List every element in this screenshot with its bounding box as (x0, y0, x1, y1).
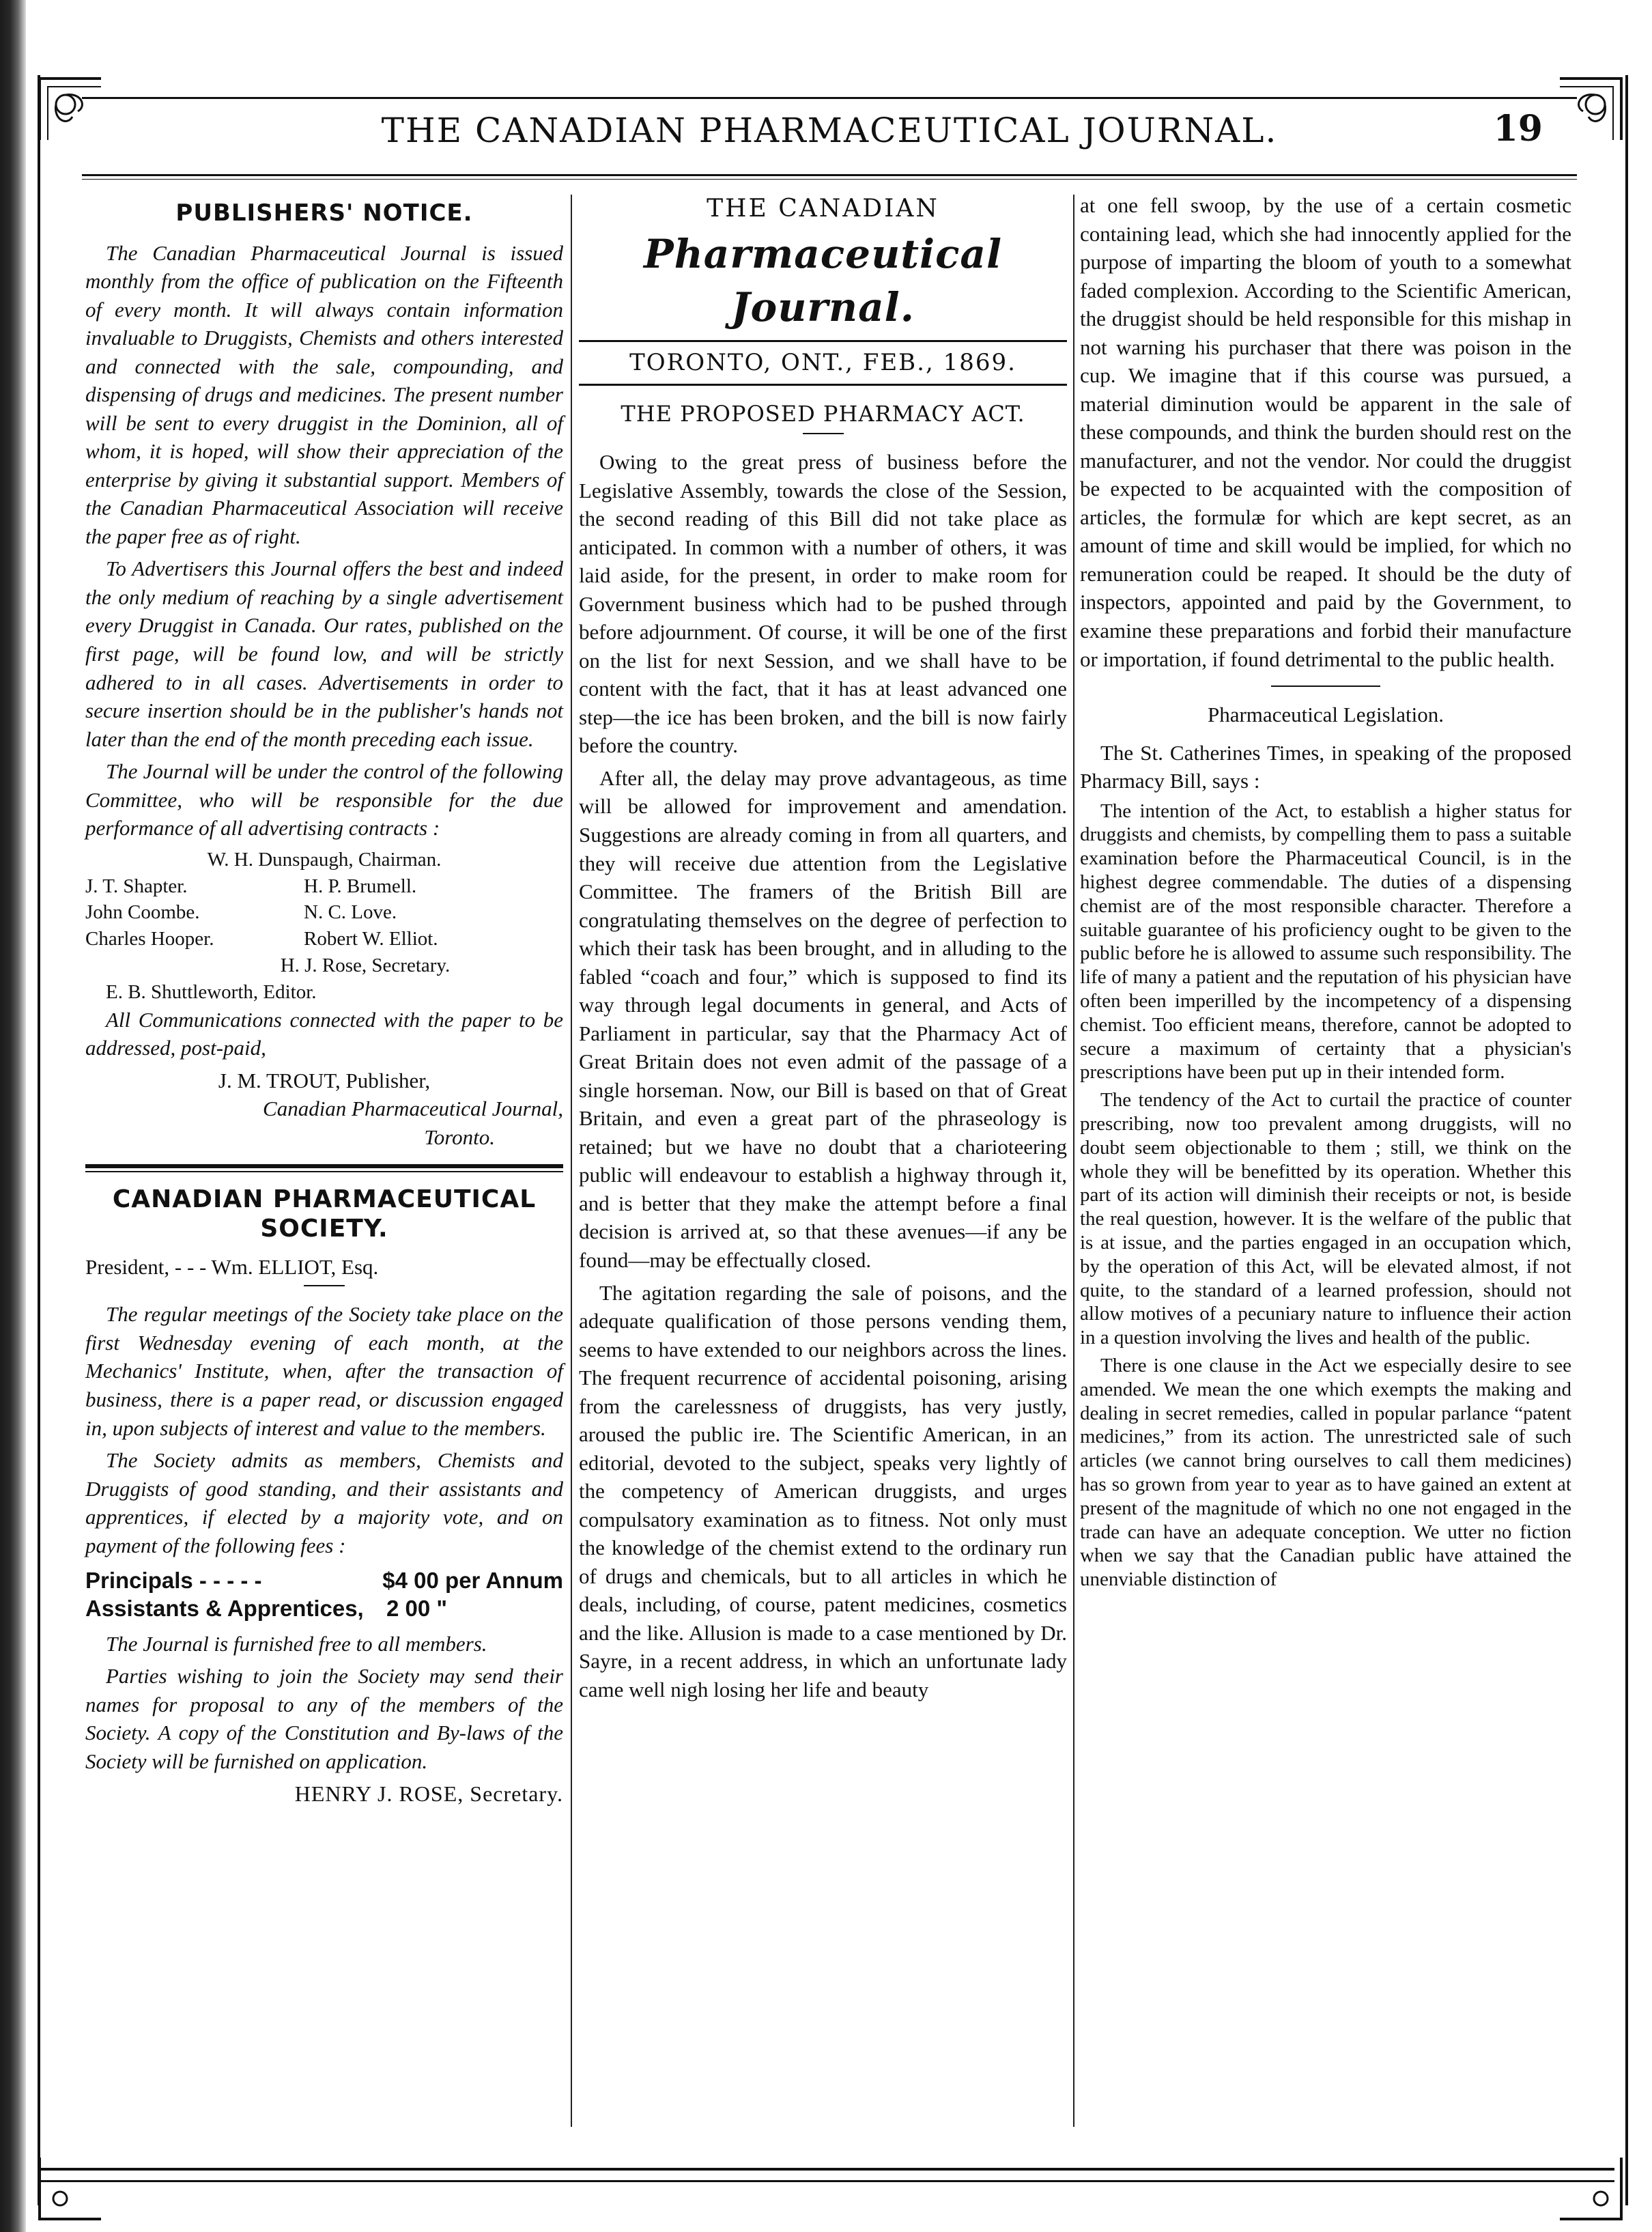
paragraph: The Canadian Pharmaceutical Journal is issued monthly from the office of publication on the Fifteenth of every month. It will always contain information invaluable to Druggists, Chemists and others interested and connected with the sale, compounding, and dispensing of drugs and medicines. The present number will be sent to every druggist in the Dominion, all of whom, it is hoped, will show their appreciation of the enterprise by giving it substantial support. Members of the Canadian Pharmaceutical Association will receive the paper free as of right. (85, 240, 563, 548)
section-rule (85, 1164, 563, 1172)
paragraph: Owing to the great press of business before the Legislative Assembly, towards the close of the Session, the second reading of this Bill did not take place as anticipated. In common with a number of others, it was laid aside, for the present, in order to make room for Government business which had to be pushed through before adjournment. Of course, it will be one of the first on the list for next Session, and we shall have to be content with the fact, that it has at least advanced one step—the ice has been broken, and the bill is now fairly before the country. (579, 450, 1067, 758)
committee-list (85, 847, 563, 1006)
publisher-name: J. M. TROUT, Publisher, (218, 1068, 431, 1092)
committee-member: H. P. Brumell. (304, 875, 417, 897)
committee-editor: E. B. Shuttleworth, Editor. (106, 981, 317, 1003)
short-rule (304, 1285, 345, 1286)
page-number: 19 (1493, 108, 1543, 150)
paragraph: Parties wishing to join the Society may send their names for proposal to any of the members of the Society. A copy of the Constitution and By-laws of the Society will be furnished on application. (85, 1664, 563, 1773)
paragraph: After all, the delay may prove advantageous, as time will be allowed for improvement and amendation. Suggestions are already coming in from all quarters, and they will receive due attention from the Legislative Committee. The framers of the British Bill are congratulating themselves on the degree of perfection to which their task has been brought, and in alluding to the fabled “coach and four,” which is supposed to find its way through legal documents in general, and Acts of Parliament in particular, say that the Pharmacy Act of Great Britain does not even admit of the passage of a single horseman. Now, our Bill is based on that of Great Britain, and even a great part of the phraseology is retained; but we have no doubt that a charioteering public will endeavour to establish a highway through it, and is better that they make the attempt before a final decision is arrived at, so that these avenues—if any be found—may be effectually closed. (579, 765, 1067, 1272)
committee-member: Charles Hooper. (85, 928, 214, 950)
masthead-line: THE CANADIAN (707, 195, 939, 223)
footer-rule (41, 2168, 1614, 2182)
fee-label: Principals - - - - - (85, 1568, 262, 1594)
fees-table (85, 1566, 563, 1623)
paragraph: The Society admits as members, Chemists and Druggists of good standing, and their assistants and apprentices, if elected by a majority vote, and on payment of the following fees : (85, 1448, 563, 1557)
masthead-dateline: TORONTO, ONT., FEB., 1869. (629, 348, 1016, 376)
publishers-notice-heading: PUBLISHERS' NOTICE. (175, 199, 473, 227)
fee-value: $4 00 per Annum (382, 1568, 563, 1594)
society-president: President, - - - Wm. ELLIOT, Esq. (85, 1254, 379, 1279)
quoted-paragraph: The tendency of the Act to curtail the practice of counter prescribing, now too prevalent among druggists, will no doubt seem objectionable to them ; still, we think on the whole they will be benefitted by its operation. Whether this part of its action will diminish their receipts or not, is beside the real question, however. It is the welfare of the public that is at issue, and the parties engaged in an occupation which, by the operation of this Act, will be elevated almost, if not quite, to the standard of a learned profession, should not allow motives of a pecuniary nature to influence their action in a question involving the lives and health of the public. (1080, 1089, 1571, 1349)
society-heading-line: SOCIETY. (260, 1214, 388, 1243)
header-rule (82, 174, 1577, 180)
fee-label: Assistants & Apprentices, (85, 1596, 364, 1622)
committee-chairman: W. H. Dunspaugh, Chairman. (207, 848, 442, 871)
column-middle (579, 191, 1067, 1708)
quoted-paragraph: The intention of the Act, to establish a higher status for druggists and chemists, by compelling them to pass a suitable examination before the Pharmaceutical Council, is in the highest degree commendable. The duties of a dispensing chemist are of the most responsible character. Therefore a suitable guarantee of his proficiency ought to be given to the public before he is allowed to assume such responsibility. The life of many a patient and the reputation of his physician have often been imperilled by the incompetency of a dispensing chemist. Too efficient means, therefore, cannot be adopted to secure a maximum of certainty that a physician's prescriptions have been put up in their intended form. (1080, 800, 1571, 1084)
masthead-title: Pharmaceutical Journal. (643, 231, 1002, 330)
article-heading: THE PROPOSED PHARMACY ACT. (621, 401, 1025, 427)
ornament-corner-icon (33, 2151, 108, 2226)
journal-title: THE CANADIAN PHARMACEUTICAL JOURNAL. (381, 111, 1278, 150)
committee-secretary: H. J. Rose, Secretary. (280, 955, 451, 977)
paragraph: at one fell swoop, by the use of a certain cosmetic containing lead, which she had innocently applied for the purpose of imparting the bloom of youth to a somewhat faded complexion. According to the Scientific American, the druggist should be held responsible for this mishap in not warning his purchaser that there was poison in the cup. We imagine that if this course was pursued, a material diminution would be apparent in the sale of these compounds, and think the burden should rest on the manufacturer, and not the vendor. Nor could the druggist be expected to be acquainted with the composition of articles, the formulæ for which are kept secret, as an amount of time and skill would be implied, for which no remuneration could be reaped. It should be the duty of inspectors, appointed and paid by the Government, to examine these preparations and forbid their manufacture or importation, if found detrimental to the public health. (1080, 193, 1571, 671)
header-rule (82, 97, 1577, 99)
publisher-city: Toronto. (424, 1125, 495, 1149)
short-rule (803, 433, 844, 434)
paragraph: All Communications connected with the paper to be addressed, post-paid, (85, 1007, 563, 1060)
running-header (82, 82, 1577, 184)
column-left (85, 191, 563, 1809)
fee-value: 2 00 " (386, 1596, 447, 1622)
book-binding-shadow (0, 0, 26, 2232)
ornament-corner-icon (1553, 2151, 1628, 2226)
short-rule (1271, 686, 1380, 687)
paragraph: The St. Catherines Times, in speaking of the proposed Pharmacy Bill, says : (1080, 740, 1571, 793)
paragraph: The regular meetings of the Society take place on the first Wednesday evening of each month, at the Mechanics' Institute, when, after the transaction of business, there is a paper read, or discussion engaged in, upon subjects of interest and value to the members. (85, 1302, 563, 1440)
column-right (1080, 191, 1571, 1596)
society-secretary: HENRY J. ROSE, Secretary. (294, 1781, 563, 1807)
paragraph: The agitation regarding the sale of poisons, and the adequate qualification of those persons vending them, seems to have extended to our neighbors across the lines. The frequent recurrence of accidental poisoning, arising from the carelessness of druggists, has very justly, aroused the public ire. The Scientific American, in an editorial, devoted to the subject, speaks very lightly of the competency of American druggists, and urges compulsatory examination as to fitness. Not only must the knowledge of the chemist extend to the ordinary run of drugs and chemicals, but to all articles in which he deals, including, of course, patent medicines, cosmetics and the like. Allusion is made to a case mentioned by Dr. Sayre, in a recent address, in which an unfortunate lady came well nigh losing her life and beauty (579, 1280, 1067, 1701)
committee-member: N. C. Love. (304, 901, 397, 924)
masthead-rule (579, 384, 1067, 386)
paragraph: The Journal will be under the control of the following Committee, who will be responsible for the due performance of all advertising contracts : (85, 759, 563, 840)
masthead-rule (579, 340, 1067, 342)
paragraph: To Advertisers this Journal offers the best and indeed the only medium of reaching by a single advertisement every Druggist in Canada. Our rates, published on the first page, will be found low, and will be strictly adhered to in all cases. Advertisements in order to secure insertion should be in the publisher's hands not later than the end of the month preceding each issue. (85, 556, 563, 751)
subsection-heading: Pharmaceutical Legislation. (1207, 703, 1444, 727)
society-heading-line: CANADIAN PHARMACEUTICAL (112, 1185, 537, 1213)
society-heading (85, 1185, 563, 1243)
column-divider (571, 195, 572, 2127)
publisher-address: Canadian Pharmaceutical Journal, (263, 1097, 563, 1121)
committee-member: John Coombe. (85, 901, 200, 924)
quoted-paragraph: There is one clause in the Act we especially desire to see amended. We mean the one which exempts the making and dealing in secret remedies, called in popular parlance “patent medicines,” from its action. The unrestricted sale of such articles (we cannot bring ourselves to call them medicines) has so grown from year to year as to have gained an extent at present of the magnitude of which no one not engaged in the trade can have an adequate conception. We utter no fiction when we say that the Canadian public have attained the unenviable distinction of (1080, 1354, 1571, 1591)
column-divider (1073, 195, 1074, 2127)
committee-member: J. T. Shapter. (85, 875, 188, 897)
committee-member: Robert W. Elliot. (304, 928, 438, 950)
paragraph: The Journal is furnished free to all members. (106, 1631, 487, 1656)
